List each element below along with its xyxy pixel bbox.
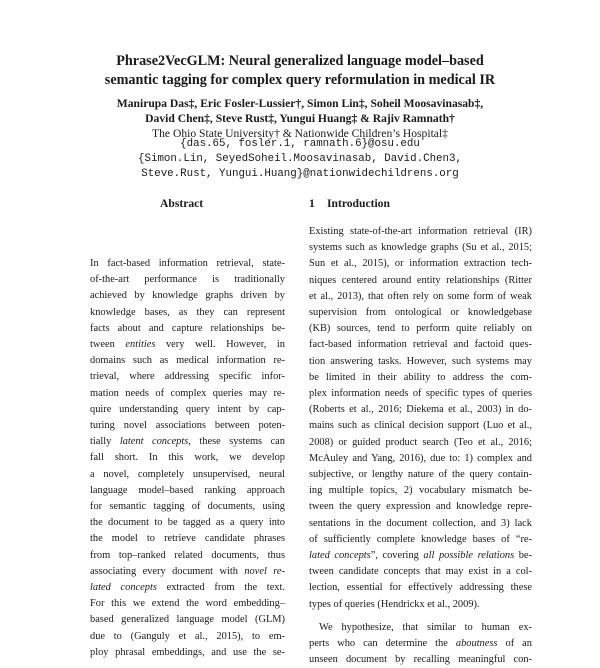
abstract-heading: Abstract [160,197,204,210]
text-line: tially latent concepts, these systems can [90,436,285,448]
text-line: lated concepts”, covering all possible relations be- [309,550,532,562]
author-block [60,96,540,141]
text-line: plex information needs of specific types of queries [309,388,532,400]
text-line: et al., 2013), that often rely on some form of weak [309,290,532,302]
text-line: of sufficiently complete knowledge bases of “re- [309,533,532,545]
text-line: associating every document with novel re- [90,565,285,577]
section-title: Introduction [327,197,390,210]
text-line: mation needs of complex queries may re- [90,387,285,399]
text-line: the document to be tagged as a query into [90,517,285,529]
text-line: We hypothesize, that similar to human ex- [319,621,532,633]
title-line: semantic tagging for complex query reformulation in medical IR [104,72,496,88]
text-line: tion answering tasks. However, such systems may [309,355,532,367]
text-line: For this we extend the word embedding– [90,598,285,610]
email-line: {Simon.Lin, SeyedSoheil.Moosavinasab, David.Chen3, [138,153,462,165]
text-line: perts who can determine the aboutness of an [309,638,532,650]
text-line: facts about and capture relationships be- [90,322,285,334]
text-line: McAuley and Yang, 2016), due to: 1) complex and [309,452,532,464]
text-line: the model to retrieve candidate phrases [90,533,285,545]
email-line: {das.65, fosler.1, ramnath.6}@osu.edu [180,138,420,150]
text-line: from top–ranked related documents, thus [90,549,285,561]
text-line: domains such as medical information re- [90,355,285,367]
introduction-heading [309,197,390,211]
text-line: Existing state-of-the-art information retrieval (IR) [309,226,532,237]
text-line: of-the-art performance is traditionally [90,274,285,286]
text-line: types of queries (Hendrickx et al., 2009). [309,598,480,610]
section-number: 1 [309,197,315,210]
text-line: (KB) sources, tend to perform quite reliably on [309,323,532,335]
text-line: knowledge bases, as they can represent [90,306,285,318]
title-line: Phrase2VecGLM: Neural generalized language model–based [116,53,484,69]
text-line: In fact-based information retrieval, state- [90,258,285,269]
text-line: (Roberts et al., 2016; Diekema et al., 2003) in do- [309,404,532,416]
affiliation: The Ohio State University† & Nationwide Children’s Hospital‡ [152,127,448,140]
author-line: David Chen‡, Steve Rust‡, Yungui Huang‡ & Rajiv Ramnath† [145,112,455,125]
text-line: systems such as knowledge graphs (Su et al., 2015; [309,242,532,254]
text-line: achieved by knowledge graphs driven by [90,290,285,302]
text-line: for semantic tagging of documents, using [90,501,285,513]
text-line: supervision from ontological or knowledgebase [309,307,532,319]
text-line: tween the query expression and knowledge repre- [309,501,532,513]
email-block [60,137,540,182]
introduction-body [309,224,532,668]
text-line: subjective, or lengthy nature of the query contain- [309,469,532,481]
text-line: Sun et al., 2015), or information extraction tech- [309,258,532,270]
text-line: turing novel associations between poten- [90,420,285,432]
text-line: mains such as clinical decision support (Luo et al., [309,420,532,432]
text-line: tween entities very well. However, in [90,339,285,351]
text-line: fact-based information retrieval and factoid ques- [309,339,532,351]
text-line: fall short. In this work, we develop [90,452,285,464]
text-line: lated concepts extracted from the text. [90,582,285,594]
text-line: ploy phrasal embeddings, and use the se- [90,646,285,658]
text-line: 2008) or guided product search (Teo et al., 2016; [309,436,532,448]
paragraph-gap [309,613,532,620]
text-line: be limited in their ability to address the com- [309,371,532,383]
text-line: unseen document by recalling meaningful con- [309,654,532,666]
text-line: a novel, completely unsupervised, neural [90,468,285,480]
abstract-body [90,256,285,661]
author-line: Manirupa Das‡, Eric Fosler-Lussier†, Simon Lin‡, Soheil Moosavinasab‡, [116,97,484,110]
text-line: ing multiple topics, 2) vocabulary mismatch be- [309,485,532,497]
text-line: sentations in the document collection, and 3) lack [309,517,532,529]
text-line: niques centered around entity relationships (Ritter [309,274,532,286]
text-line: language model–based ranking approach [90,484,285,496]
paper-title [60,52,540,90]
text-line: due to (Ganguly et al., 2015), to em- [90,630,285,642]
text-line: lection, essential for effectively addressing these [309,582,532,594]
text-line: quire understanding query intent by cap- [90,403,285,415]
email-line: Steve.Rust, Yungui.Huang}@nationwidechildrens.org [141,168,459,180]
text-line: tween candidate concepts that may exist in a col- [309,566,532,578]
text-line: based generalized language model (GLM) [90,614,285,626]
text-line: trieval, where addressing specific infor- [90,371,285,383]
